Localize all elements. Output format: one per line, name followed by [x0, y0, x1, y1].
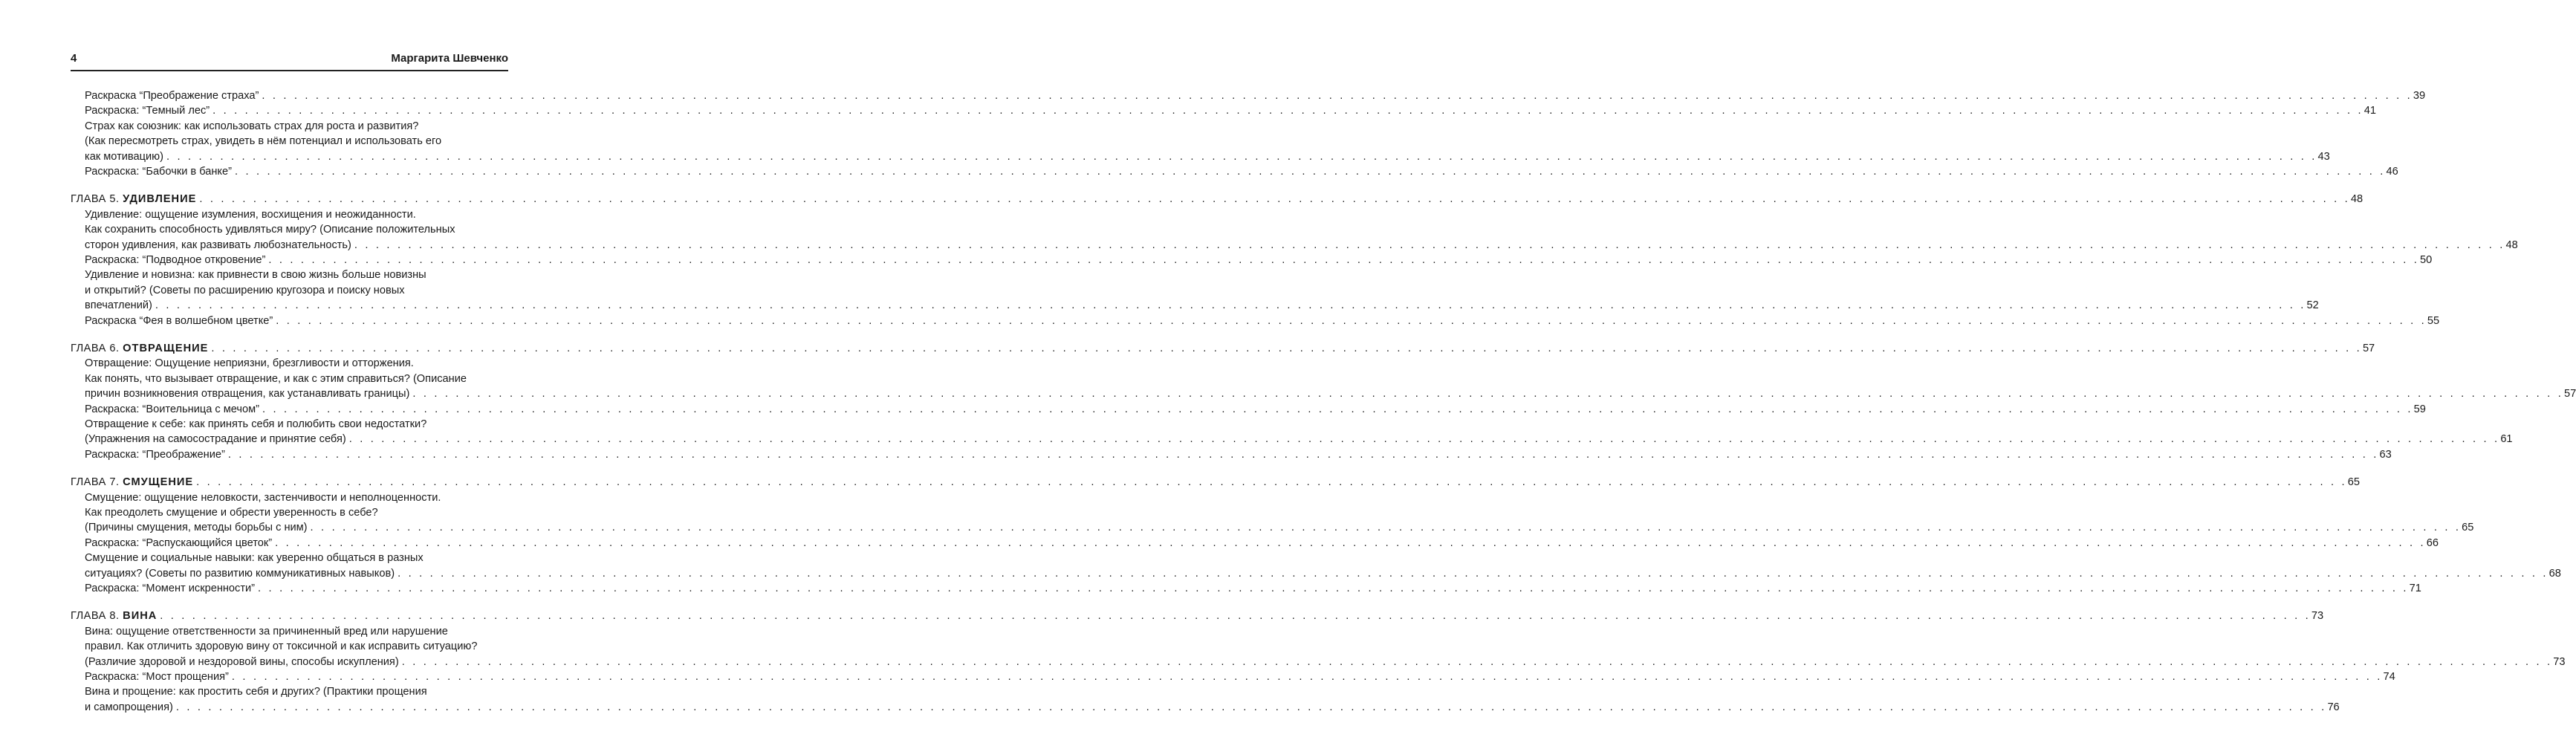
toc-entry-line: Как преодолеть смущение и обрести уверенность в себе? [85, 507, 378, 519]
toc-entry-text: Раскраска: “Мост прощения” [85, 671, 229, 683]
toc-entry-line: Удивление: ощущение изумления, восхищения и неожиданности. [85, 208, 416, 221]
dot-leader: . . . . . . . . . . . . . . . . . . . . . . . . . . . . . . . . . . . . . . . . . . . . . . . . . . . . . . . . . . . . . . . . . . . . . . . . . . . . . . . . . . . . . . . . . . . . . . . . . . . . . . . . . . . . . . . . . . . . . . . . . . . . . . . . . . . . . . . . . . . . . . . . . . . . . . . . . . . . . . . . . . . . . . . . . . . . . . . . . . . . . . . . . . . . . . . . . . . . . . . . [262, 403, 2413, 415]
toc-chapter-row[interactable] [71, 609, 2324, 623]
toc-page-number: 66 [2426, 536, 2439, 549]
toc-entry-line: правил. Как отличить здоровую вину от токсичной и как исправить ситуацию? [85, 640, 478, 653]
toc-chapter-row[interactable] [71, 475, 2360, 490]
dot-leader: . . . . . . . . . . . . . . . . . . . . . . . . . . . . . . . . . . . . . . . . . . . . . . . . . . . . . . . . . . . . . . . . . . . . . . . . . . . . . . . . . . . . . . . . . . . . . . . . . . . . . . . . . . . . . . . . . . . . . . . . . . . . . . . . . . . . . . . . . . . . . . . . . . . . . . . . . . . . . . . . . . . . . . . . . . . . . . . . . . . . . . . . . . . . . . . . . . . . . . . . [258, 583, 2409, 594]
toc-page-number: 59 [2413, 403, 2426, 415]
toc-page-number: 41 [2364, 105, 2376, 117]
toc-page-number: 43 [2317, 150, 2330, 163]
toc-page-number: 65 [2347, 476, 2360, 489]
toc-entry-line: Отвращение: Ощущение неприязни, брезгливости и отторжения. [85, 357, 414, 370]
toc-entry-row[interactable] [85, 253, 2433, 267]
dot-leader: . . . . . . . . . . . . . . . . . . . . . . . . . . . . . . . . . . . . . . . . . . . . . . . . . . . . . . . . . . . . . . . . . . . . . . . . . . . . . . . . . . . . . . . . . . . . . . . . . . . . . . . . . . . . . . . . . . . . . . . . . . . . . . . . . . . . . . . . . . . . . . . . . . . . . . . . . . . . . . . . . . . . . . . . . . . . . . . . . . . . . . . . . . . . . . . . . . . . . . . . [412, 388, 2563, 400]
toc-entry-line: Страх как союзник: как использовать страх для роста и развития? [85, 120, 419, 132]
toc-entry-row[interactable] [85, 88, 2426, 103]
toc-entry-row[interactable] [85, 700, 2340, 715]
toc-page-number: 46 [2386, 166, 2398, 178]
dot-leader: . . . . . . . . . . . . . . . . . . . . . . . . . . . . . . . . . . . . . . . . . . . . . . . . . . . . . . . . . . . . . . . . . . . . . . . . . . . . . . . . . . . . . . . . . . . . . . . . . . . . . . . . . . . . . . . . . . . . . . . . . . . . . . . . . . . . . . . . . . . . . . . . . . . . . . . . . . . . . . . . . . . . . . . . . . . . . . . . . . . . . . . . . . . . . . . . . . . . . . . . [268, 254, 2419, 266]
toc-page-number: 55 [2427, 314, 2440, 327]
toc-page-number: 50 [2420, 254, 2433, 266]
author-name: Маргарита Шевченко [391, 52, 508, 65]
dot-leader: . . . . . . . . . . . . . . . . . . . . . . . . . . . . . . . . . . . . . . . . . . . . . . . . . . . . . . . . . . . . . . . . . . . . . . . . . . . . . . . . . . . . . . . . . . . . . . . . . . . . . . . . . . . . . . . . . . . . . . . . . . . . . . . . . . . . . . . . . . . . . . . . . . . . . . . . . . . . . . . . . . . . . . . . . . . . . . . . . . . . . . . . . . . . . . . . . . . . . . . . [401, 655, 2553, 668]
toc-entry-text: Раскраска: “Темный лес” [85, 105, 210, 117]
toc-page-number: 63 [2379, 448, 2392, 461]
toc-entry-row[interactable] [85, 103, 2376, 118]
toc-entry-row[interactable] [85, 298, 2319, 313]
running-header [71, 51, 508, 71]
dot-leader: . . . . . . . . . . . . . . . . . . . . . . . . . . . . . . . . . . . . . . . . . . . . . . . . . . . . . . . . . . . . . . . . . . . . . . . . . . . . . . . . . . . . . . . . . . . . . . . . . . . . . . . . . . . . . . . . . . . . . . . . . . . . . . . . . . . . . . . . . . . . . . . . . . . . . . . . . . . . . . . . . . . . . . . . . . . . . . . . . . . . . . . . . . . . . . . . . . . . . . . . [212, 105, 2364, 117]
toc-entry-row[interactable] [85, 536, 2439, 551]
toc-entry-line: Вина и прощение: как простить себя и других? (Практики прощения [85, 686, 427, 698]
dot-leader: . . . . . . . . . . . . . . . . . . . . . . . . . . . . . . . . . . . . . . . . . . . . . . . . . . . . . . . . . . . . . . . . . . . . . . . . . . . . . . . . . . . . . . . . . . . . . . . . . . . . . . . . . . . . . . . . . . . . . . . . . . . . . . . . . . . . . . . . . . . . . . . . . . . . . . . . . . . . . . . . . . . . . . . . . . . . . . . . . . . . . . . . . . . . . . . . . . . . . . . . [231, 671, 2383, 683]
toc-page-number: 74 [2383, 671, 2395, 683]
dot-leader: . . . . . . . . . . . . . . . . . . . . . . . . . . . . . . . . . . . . . . . . . . . . . . . . . . . . . . . . . . . . . . . . . . . . . . . . . . . . . . . . . . . . . . . . . . . . . . . . . . . . . . . . . . . . . . . . . . . . . . . . . . . . . . . . . . . . . . . . . . . . . . . . . . . . . . . . . . . . . . . . . . . . . . . . . . . . . . . . . . . . . . . . . . . . . . . . . . . . . . . . [175, 701, 2327, 713]
dot-leader: . . . . . . . . . . . . . . . . . . . . . . . . . . . . . . . . . . . . . . . . . . . . . . . . . . . . . . . . . . . . . . . . . . . . . . . . . . . . . . . . . . . . . . . . . . . . . . . . . . . . . . . . . . . . . . . . . . . . . . . . . . . . . . . . . . . . . . . . . . . . . . . . . . . . . . . . . . . . . . . . . . . . . . . . . . . . . . . . . . . . . . . . . . . . . . . . . . . . . . . . [234, 166, 2386, 178]
chapter-label: ГЛАВА 8. [71, 610, 123, 623]
toc-page-number: 52 [2306, 299, 2319, 312]
toc-entry-line: Смущение и социальные навыки: как уверенно общаться в разных [85, 552, 424, 565]
chapter-title: ОТВРАЩЕНИЕ [123, 343, 209, 354]
chapter-title: УДИВЛЕНИЕ [123, 193, 197, 206]
toc-entry-line: Смущение: ощущение неловкости, застенчивости и неполноценности. [85, 491, 441, 504]
toc-entry-text: Раскраска: “Воительница с мечом” [85, 403, 260, 415]
toc-entry-row[interactable] [85, 566, 2561, 581]
toc-entry-text: Раскраска: “Распускающийся цветок” [85, 536, 273, 549]
dot-leader: . . . . . . . . . . . . . . . . . . . . . . . . . . . . . . . . . . . . . . . . . . . . . . . . . . . . . . . . . . . . . . . . . . . . . . . . . . . . . . . . . . . . . . . . . . . . . . . . . . . . . . . . . . . . . . . . . . . . . . . . . . . . . . . . . . . . . . . . . . . . . . . . . . . . . . . . . . . . . . . . . . . . . . . . . . . . . . . . . . . . . . . . . . . . . . . . . . . . . . . . [166, 150, 2317, 163]
toc-entry-text: (Упражнения на самосострадание и принятие себя) [85, 433, 346, 446]
dot-leader: . . . . . . . . . . . . . . . . . . . . . . . . . . . . . . . . . . . . . . . . . . . . . . . . . . . . . . . . . . . . . . . . . . . . . . . . . . . . . . . . . . . . . . . . . . . . . . . . . . . . . . . . . . . . . . . . . . . . . . . . . . . . . . . . . . . . . . . . . . . . . . . . . . . . . . . . . . . . . . . . . . . . . . . . . . . . . . . . . . . . . . . . . . . . . . . . . . . . . . . . [310, 522, 2462, 534]
chapter-label: ГЛАВА 7. [71, 476, 123, 489]
chapter-title: ВИНА [123, 610, 158, 623]
dot-leader: . . . . . . . . . . . . . . . . . . . . . . . . . . . . . . . . . . . . . . . . . . . . . . . . . . . . . . . . . . . . . . . . . . . . . . . . . . . . . . . . . . . . . . . . . . . . . . . . . . . . . . . . . . . . . . . . . . . . . . . . . . . . . . . . . . . . . . . . . . . . . . . . . . . . . . . . . . . . . . . . . . . . . . . . . . . . . . . . . . . . . . . . . . . . . . . . . . . . . . . . [354, 239, 2505, 251]
dot-leader: . . . . . . . . . . . . . . . . . . . . . . . . . . . . . . . . . . . . . . . . . . . . . . . . . . . . . . . . . . . . . . . . . . . . . . . . . . . . . . . . . . . . . . . . . . . . . . . . . . . . . . . . . . . . . . . . . . . . . . . . . . . . . . . . . . . . . . . . . . . . . . . . . . . . . . . . . . . . . . . . . . . . . . . . . . . . . . . . . . . . . . . . . . . . . . . . . . . . . . . . [348, 433, 2500, 446]
toc-page-number: 48 [2505, 239, 2518, 251]
dot-leader: . . . . . . . . . . . . . . . . . . . . . . . . . . . . . . . . . . . . . . . . . . . . . . . . . . . . . . . . . . . . . . . . . . . . . . . . . . . . . . . . . . . . . . . . . . . . . . . . . . . . . . . . . . . . . . . . . . . . . . . . . . . . . . . . . . . . . . . . . . . . . . . . . . . . . . . . . . . . . . . . . . . . . . . . . . . . . . . . . . . . . . . . . . . . . . . . . . . . . . . . [199, 193, 2350, 206]
toc-entry-line: и открытий? (Советы по расширению кругозора и поиску новых [85, 284, 405, 296]
toc-entry-row[interactable] [85, 432, 2513, 447]
toc-entry-text: причин возникновения отвращения, как устанавливать границы) [85, 388, 410, 400]
dot-leader: . . . . . . . . . . . . . . . . . . . . . . . . . . . . . . . . . . . . . . . . . . . . . . . . . . . . . . . . . . . . . . . . . . . . . . . . . . . . . . . . . . . . . . . . . . . . . . . . . . . . . . . . . . . . . . . . . . . . . . . . . . . . . . . . . . . . . . . . . . . . . . . . . . . . . . . . . . . . . . . . . . . . . . . . . . . . . . . . . . . . . . . . . . . . . . . . . . . . . . . . [276, 314, 2427, 327]
toc-entry-line: Как понять, что вызывает отвращение, и как с этим справиться? (Описание [85, 372, 467, 385]
toc-entry-text: ситуациях? (Советы по развитию коммуникативных навыков) [85, 567, 395, 580]
toc-entry-row[interactable] [85, 669, 2395, 684]
toc-entry-line: Отвращение к себе: как принять себя и полюбить свои недостатки? [85, 418, 427, 430]
toc-entry-text: Раскраска: “Момент искренности” [85, 583, 256, 594]
toc-entry-text: Раскраска “Фея в волшебном цветке” [85, 314, 273, 327]
toc-page-number: 71 [2409, 583, 2421, 594]
toc-entry-text: (Причины смущения, методы борьбы с ним) [85, 522, 308, 534]
toc-page-number: 68 [2549, 567, 2561, 580]
toc-page-number: 57 [2362, 343, 2375, 354]
dot-leader: . . . . . . . . . . . . . . . . . . . . . . . . . . . . . . . . . . . . . . . . . . . . . . . . . . . . . . . . . . . . . . . . . . . . . . . . . . . . . . . . . . . . . . . . . . . . . . . . . . . . . . . . . . . . . . . . . . . . . . . . . . . . . . . . . . . . . . . . . . . . . . . . . . . . . . . . . . . . . . . . . . . . . . . . . . . . . . . . . . . . . . . . . . . . . . . . . . . . . . . . [227, 448, 2379, 461]
toc-page-number: 39 [2413, 90, 2426, 102]
toc-entry-text: Раскраска “Преображение страха” [85, 90, 259, 102]
toc-entry-text: Раскраска: “Преображение” [85, 448, 225, 461]
toc-page-number: 65 [2462, 522, 2474, 534]
toc-entry-line: Удивление и новизна: как привнести в свою жизнь больше новизны [85, 269, 426, 282]
toc-entry-text: и самопрощения) [85, 701, 173, 713]
toc-entry-text: как мотивацию) [85, 150, 163, 163]
toc-entry-row[interactable] [85, 402, 2426, 417]
toc-entry-row[interactable] [85, 520, 2474, 535]
chapter-title: СМУЩЕНИЕ [123, 476, 194, 489]
toc-page-number: 73 [2553, 655, 2566, 668]
toc-entry-line: (Как пересмотреть страх, увидеть в нём потенциал и использовать его [85, 135, 442, 148]
dot-leader: . . . . . . . . . . . . . . . . . . . . . . . . . . . . . . . . . . . . . . . . . . . . . . . . . . . . . . . . . . . . . . . . . . . . . . . . . . . . . . . . . . . . . . . . . . . . . . . . . . . . . . . . . . . . . . . . . . . . . . . . . . . . . . . . . . . . . . . . . . . . . . . . . . . . . . . . . . . . . . . . . . . . . . . . . . . . . . . . . . . . . . . . . . . . . . . . . . . . . . . . [275, 536, 2426, 549]
chapter-label: ГЛАВА 6. [71, 343, 123, 354]
toc-entry-row[interactable] [85, 581, 2421, 596]
toc-entry-text: (Различие здоровой и нездоровой вины, способы искупления) [85, 655, 399, 668]
toc-page-number: 61 [2500, 433, 2513, 446]
dot-leader: . . . . . . . . . . . . . . . . . . . . . . . . . . . . . . . . . . . . . . . . . . . . . . . . . . . . . . . . . . . . . . . . . . . . . . . . . . . . . . . . . . . . . . . . . . . . . . . . . . . . . . . . . . . . . . . . . . . . . . . . . . . . . . . . . . . . . . . . . . . . . . . . . . . . . . . . . . . . . . . . . . . . . . . . . . . . . . . . . . . . . . . . . . . . . . . . . . . . . . . . [211, 343, 2362, 354]
toc-entry-text: сторон удивления, как развивать любознательность) [85, 239, 351, 251]
toc-entry-row[interactable] [85, 386, 2576, 401]
toc-entry-row[interactable] [85, 164, 2398, 179]
dot-leader: . . . . . . . . . . . . . . . . . . . . . . . . . . . . . . . . . . . . . . . . . . . . . . . . . . . . . . . . . . . . . . . . . . . . . . . . . . . . . . . . . . . . . . . . . . . . . . . . . . . . . . . . . . . . . . . . . . . . . . . . . . . . . . . . . . . . . . . . . . . . . . . . . . . . . . . . . . . . . . . . . . . . . . . . . . . . . . . . . . . . . . . . . . . . . . . . . . . . . . . . [155, 299, 2306, 312]
dot-leader: . . . . . . . . . . . . . . . . . . . . . . . . . . . . . . . . . . . . . . . . . . . . . . . . . . . . . . . . . . . . . . . . . . . . . . . . . . . . . . . . . . . . . . . . . . . . . . . . . . . . . . . . . . . . . . . . . . . . . . . . . . . . . . . . . . . . . . . . . . . . . . . . . . . . . . . . . . . . . . . . . . . . . . . . . . . . . . . . . . . . . . . . . . . . . . . . . . . . . . . . [160, 610, 2311, 623]
dot-leader: . . . . . . . . . . . . . . . . . . . . . . . . . . . . . . . . . . . . . . . . . . . . . . . . . . . . . . . . . . . . . . . . . . . . . . . . . . . . . . . . . . . . . . . . . . . . . . . . . . . . . . . . . . . . . . . . . . . . . . . . . . . . . . . . . . . . . . . . . . . . . . . . . . . . . . . . . . . . . . . . . . . . . . . . . . . . . . . . . . . . . . . . . . . . . . . . . . . . . . . . [398, 567, 2549, 580]
toc-entry-line: Вина: ощущение ответственности за причиненный вред или нарушение [85, 625, 448, 637]
toc-entry-row[interactable] [85, 149, 2330, 164]
toc-page-number: 76 [2327, 701, 2340, 713]
dot-leader: . . . . . . . . . . . . . . . . . . . . . . . . . . . . . . . . . . . . . . . . . . . . . . . . . . . . . . . . . . . . . . . . . . . . . . . . . . . . . . . . . . . . . . . . . . . . . . . . . . . . . . . . . . . . . . . . . . . . . . . . . . . . . . . . . . . . . . . . . . . . . . . . . . . . . . . . . . . . . . . . . . . . . . . . . . . . . . . . . . . . . . . . . . . . . . . . . . . . . . . . [196, 476, 2347, 489]
toc-entry-text: впечатлений) [85, 299, 152, 312]
toc-entry-row[interactable] [85, 314, 2440, 328]
toc-entry-line: Как сохранить способность удивляться миру? (Описание положительных [85, 224, 455, 236]
toc-entry-row[interactable] [85, 655, 2566, 669]
dot-leader: . . . . . . . . . . . . . . . . . . . . . . . . . . . . . . . . . . . . . . . . . . . . . . . . . . . . . . . . . . . . . . . . . . . . . . . . . . . . . . . . . . . . . . . . . . . . . . . . . . . . . . . . . . . . . . . . . . . . . . . . . . . . . . . . . . . . . . . . . . . . . . . . . . . . . . . . . . . . . . . . . . . . . . . . . . . . . . . . . . . . . . . . . . . . . . . . . . . . . . . . [262, 90, 2413, 102]
toc-entry-text: Раскраска: “Подводное откровение” [85, 254, 266, 266]
toc-page-number: 57 [2563, 388, 2576, 400]
toc-entry-text: Раскраска: “Бабочки в банке” [85, 166, 232, 178]
toc-chapter-row[interactable] [71, 192, 2364, 207]
chapter-label: ГЛАВА 5. [71, 193, 123, 206]
toc-entry-row[interactable] [85, 447, 2392, 462]
toc-entry-row[interactable] [85, 238, 2518, 253]
toc-chapter-row[interactable] [71, 341, 2375, 356]
toc-page-number: 48 [2350, 193, 2364, 206]
toc-page-number: 73 [2311, 610, 2324, 623]
page-number: 4 [71, 52, 77, 65]
